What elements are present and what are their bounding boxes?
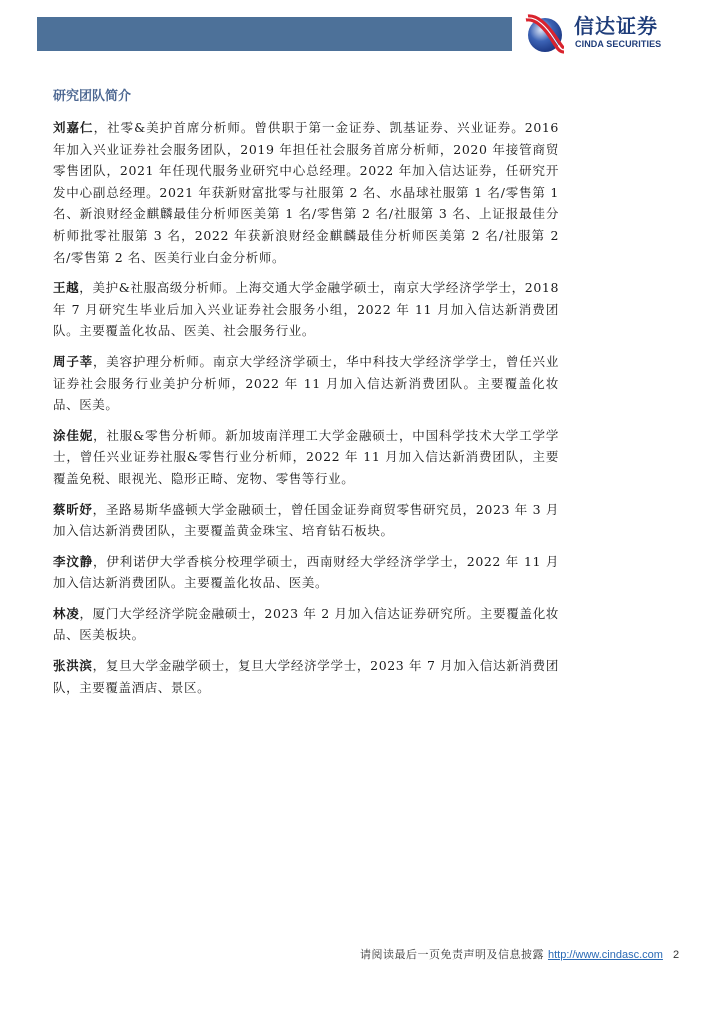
bio-paragraph	[53, 351, 559, 416]
logo-name-en: CINDA SECURITIES	[575, 39, 662, 49]
analyst-bio: ，社零&美护首席分析师。曾供职于第一金证券、凯基证券、兴业证券。2016 年加入兴业证券社会服务团队，2019 年担任社会服务首席分析师，2020 年接管商贸零售团队，2021 年任现代服务业研究中心总经理。2022 年加入信达证券，任研究开发中心副总经理。2021 年获新财富批零与社服第 2 名、水晶球社服第 1 名/零售第 1 名、新浪财经金麒麟最佳分析师医美第 1 名/零售第 2 名/社服第 3 名、上证报最佳分析师批零社服第 3 名，2022 年获新浪财经金麒麟最佳分析师医美第 2 名/社服第 2 名/零售第 2 名、医美行业白金分析师。	[53, 120, 559, 265]
analyst-name: 周子莘	[53, 353, 93, 369]
bio-paragraph	[53, 117, 559, 268]
cinda-globe-icon	[524, 14, 564, 54]
page-number: 2	[672, 949, 680, 961]
analyst-name: 李汶静	[53, 553, 94, 569]
analyst-name: 蔡昕妤	[53, 501, 93, 517]
analyst-bio: ，厦门大学经济学院金融硕士，2023 年 2 月加入信达证券研究所。主要覆盖化妆品、医美板块。	[53, 605, 560, 643]
bio-paragraph	[53, 551, 559, 594]
header-bar	[37, 17, 512, 51]
team-bio-list	[53, 117, 559, 707]
analyst-name: 涂佳妮	[53, 427, 94, 443]
analyst-bio: ，美容护理分析师。南京大学经济学硕士，华中科技大学经济学学士，曾任兴业证券社会服务行业美护分析师，2022 年 11 月加入信达新消费团队。主要覆盖化妆品、医美。	[53, 353, 559, 413]
bio-paragraph	[53, 277, 559, 342]
analyst-name: 林凌	[53, 605, 80, 621]
company-logo	[524, 14, 704, 54]
analyst-name: 张洪滨	[53, 658, 93, 674]
analyst-name: 王越	[53, 280, 80, 296]
analyst-bio: ，社服&零售分析师。新加坡南洋理工大学金融硕士，中国科学技术大学工学学士，曾任兴业证券社服&零售行业分析师，2022 年 11 月加入信达新消费团队，主要覆盖免税、眼视光、隐形正畸、宠物、零售等行业。	[53, 427, 559, 486]
bio-paragraph	[53, 603, 559, 646]
disclaimer-text: 请阅读最后一页免责声明及信息披露	[360, 948, 544, 961]
analyst-bio: ，伊利诺伊大学香槟分校理学硕士，西南财经大学经济学学士，2022 年 11 月加入信达新消费团队。主要覆盖化妆品、医美。	[53, 553, 559, 591]
analyst-bio: ，圣路易斯华盛顿大学金融硕士，曾任国金证券商贸零售研究员，2023 年 3 月加入信达新消费团队，主要覆盖黄金珠宝、培育钻石板块。	[53, 501, 559, 539]
website-link[interactable]: http://www.cindasc.com	[548, 949, 663, 961]
bio-paragraph	[53, 499, 559, 542]
section-title: 研究团队简介	[53, 89, 132, 104]
analyst-bio: ，复旦大学金融学硕士，复旦大学经济学学士，2023 年 7 月加入信达新消费团队，主要覆盖酒店、景区。	[53, 658, 559, 695]
bio-paragraph	[53, 655, 559, 698]
bio-paragraph	[53, 425, 559, 490]
analyst-name: 刘嘉仁	[53, 120, 94, 135]
logo-name-cn: 信达证券	[574, 14, 658, 38]
page-footer	[360, 948, 680, 962]
analyst-bio: ，美护&社服高级分析师。上海交通大学金融学硕士，南京大学经济学学士，2018 年 7 月研究生毕业后加入兴业证券社会服务小组，2022 年 11 月加入信达新消费团队。主要覆盖化妆品、医美、社会服务行业。	[53, 280, 559, 339]
